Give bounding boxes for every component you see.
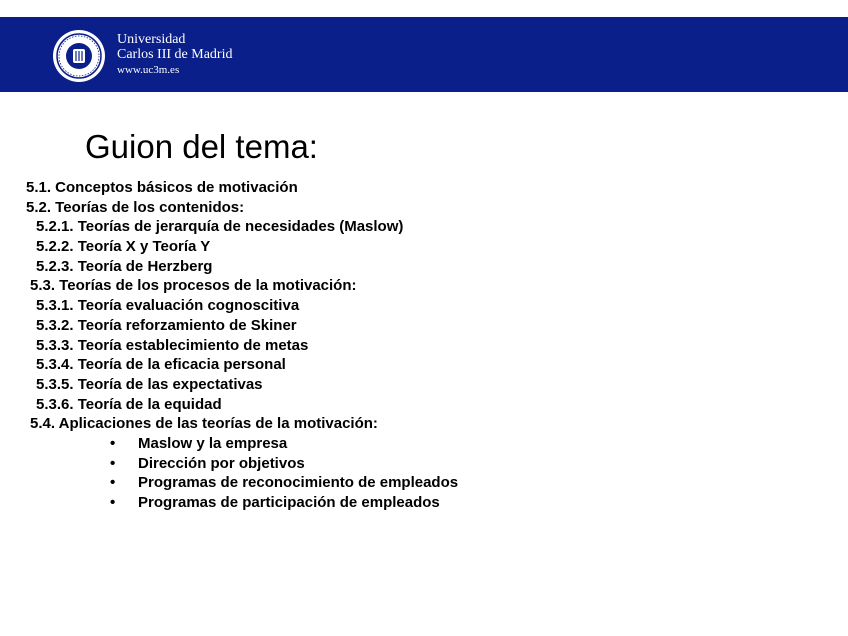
university-name (117, 32, 232, 78)
topic-outline (26, 178, 458, 513)
outline-item: 5.1. Conceptos básicos de motivación (26, 179, 298, 196)
outline-item: 5.2. Teorías de los contenidos: (26, 198, 245, 216)
bullet-item (26, 434, 458, 454)
university-line-1: Universidad (117, 32, 186, 47)
bullet-text: Programas de participación de empleados (138, 494, 440, 511)
bullet-dot: • (110, 494, 116, 511)
bullet-item (26, 454, 458, 474)
bullet-dot: • (110, 474, 116, 492)
bullet-item (26, 493, 458, 513)
outline-item: 5.3.1. Teoría evaluación cognoscitiva (36, 297, 300, 315)
outline-item: 5.3.3. Teoría establecimiento de metas (36, 336, 309, 354)
outline-item: 5.2.2. Teoría X y Teoría Y (36, 238, 211, 256)
outline-item: 5.3. Teorías de los procesos de la motivación: (30, 277, 357, 295)
slide-title: Guion del tema: (85, 128, 318, 165)
bullet-dot: • (110, 434, 116, 452)
outline-item: 5.3.5. Teoría de las expectativas (36, 375, 263, 393)
outline-item: 5.3.4. Teoría de la eficacia personal (36, 356, 286, 374)
university-seal-icon (52, 29, 106, 83)
outline-item: 5.3.6. Teoría de la equidad (36, 395, 222, 413)
university-url: www.uc3m.es (117, 64, 180, 76)
bullet-text: Programas de reconocimiento de empleados (138, 474, 459, 492)
bullet-text: Dirección por objetivos (138, 454, 305, 472)
outline-item: 5.4. Aplicaciones de las teorías de la motivación: (30, 415, 378, 433)
bullet-text: Maslow y la empresa (138, 434, 288, 452)
university-line-2: Carlos III de Madrid (117, 47, 233, 62)
bullet-dot: • (110, 454, 116, 472)
outline-item: 5.2.1. Teorías de jerarquía de necesidades (Maslow) (36, 218, 404, 236)
outline-item: 5.2.3. Teoría de Herzberg (36, 257, 213, 275)
outline-item: 5.3.2. Teoría reforzamiento de Skiner (36, 316, 297, 334)
bullet-item (26, 473, 458, 493)
header-banner (0, 17, 848, 92)
